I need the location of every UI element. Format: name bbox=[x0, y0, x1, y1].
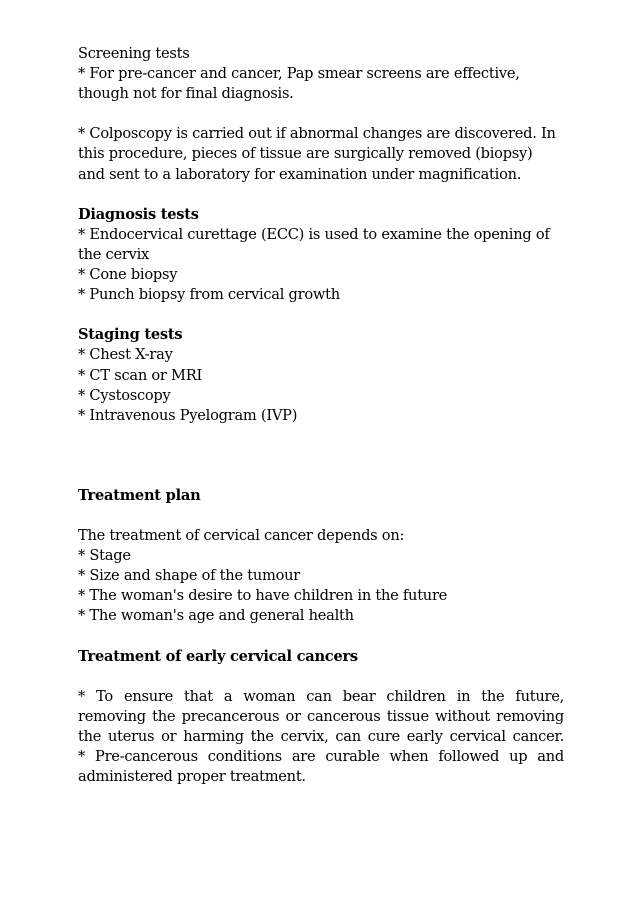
treatment-plan-item: * Stage bbox=[78, 547, 131, 565]
treatment-plan-item: * The woman's desire to have children in the future bbox=[78, 587, 448, 605]
spacer bbox=[78, 667, 564, 687]
diagnosis-text-line: * Endocervical curettage (ECC) is used to examine the opening of bbox=[78, 225, 550, 243]
screening-text-line: and sent to a laboratory for examination under magnification. bbox=[78, 165, 522, 183]
screening-text-line: * For pre-cancer and cancer, Pap smear screens are effective, bbox=[78, 65, 520, 83]
early-treatment-text-line: the uterus or harming the cervix, can cure early cervical cancer. bbox=[78, 727, 564, 745]
early-treatment-text-line: removing the precancerous or cancerous tissue without removing bbox=[78, 707, 564, 725]
spacer bbox=[78, 185, 564, 205]
staging-heading: Staging tests bbox=[78, 326, 183, 344]
early-treatment-heading: Treatment of early cervical cancers bbox=[78, 647, 358, 665]
screening-heading: Screening tests bbox=[78, 45, 190, 62]
staging-list-item: * Chest X-ray bbox=[78, 346, 173, 364]
staging-list-item: * CT scan or MRI bbox=[78, 366, 202, 384]
staging-list-item: * Intravenous Pyelogram (IVP) bbox=[78, 406, 298, 424]
diagnosis-text-line: the cervix bbox=[78, 245, 149, 263]
spacer bbox=[78, 506, 564, 526]
screening-text-line: though not for final diagnosis. bbox=[78, 85, 294, 103]
diagnosis-text-line: * Punch biopsy from cervical growth bbox=[78, 286, 340, 304]
spacer bbox=[78, 626, 564, 646]
early-treatment-text-line: * To ensure that a woman can bear children in the future, bbox=[78, 687, 564, 705]
treatment-plan-intro: The treatment of cervical cancer depends on: bbox=[78, 526, 405, 544]
document-page bbox=[78, 44, 564, 787]
treatment-plan-item: * The woman's age and general health bbox=[78, 607, 354, 625]
screening-text-line: this procedure, pieces of tissue are surgically removed (biopsy) bbox=[78, 145, 533, 163]
section-gap bbox=[78, 426, 564, 486]
diagnosis-text-line: * Cone biopsy bbox=[78, 266, 178, 284]
diagnosis-heading: Diagnosis tests bbox=[78, 205, 199, 223]
spacer bbox=[78, 104, 564, 124]
treatment-plan-heading: Treatment plan bbox=[78, 486, 201, 504]
early-treatment-text-line: * Pre-cancerous conditions are curable when followed up and bbox=[78, 748, 564, 765]
spacer bbox=[78, 305, 564, 325]
early-treatment-text-line: administered proper treatment. bbox=[78, 768, 306, 786]
treatment-plan-item: * Size and shape of the tumour bbox=[78, 567, 300, 585]
screening-text-line: * Colposcopy is carried out if abnormal changes are discovered. In bbox=[78, 125, 556, 143]
staging-list-item: * Cystoscopy bbox=[78, 386, 171, 404]
